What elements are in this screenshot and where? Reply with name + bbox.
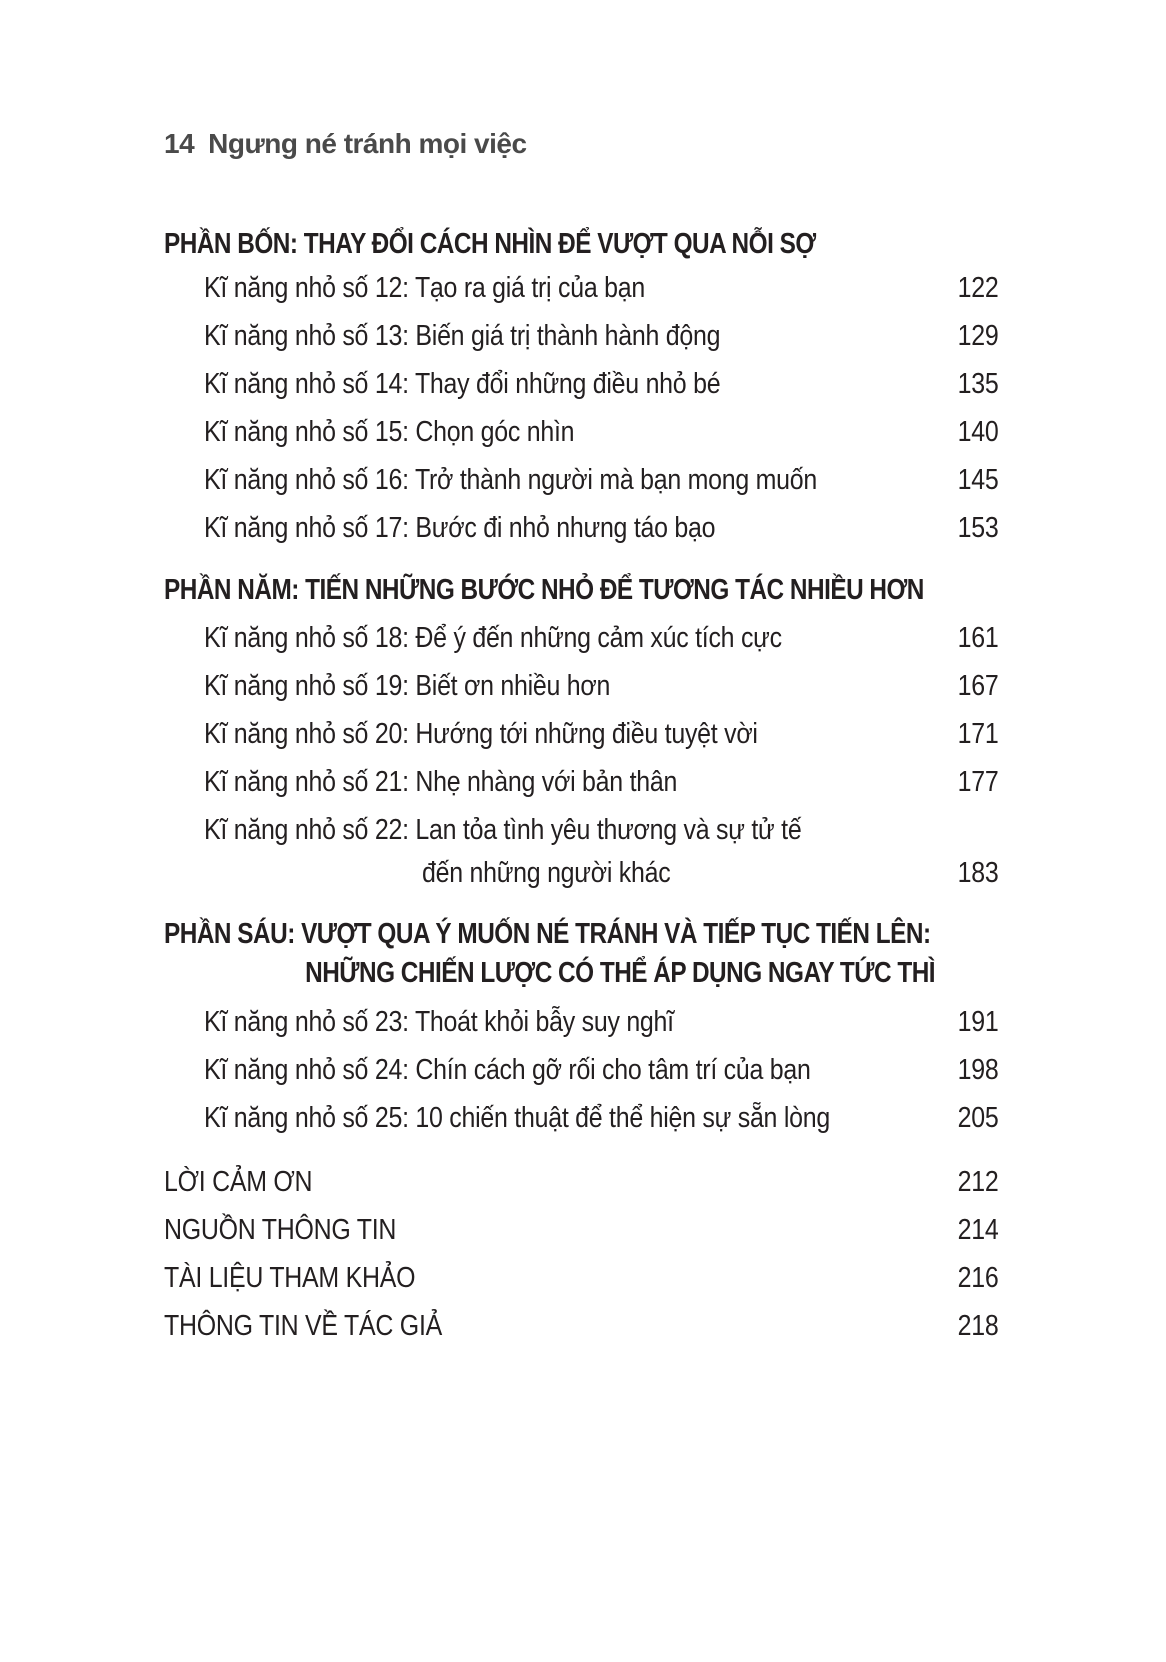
back-matter-page: 214 xyxy=(957,1214,998,1246)
toc-entry-page: 145 xyxy=(957,464,998,496)
toc-entry-page: 129 xyxy=(957,320,998,352)
toc-entry-page: 161 xyxy=(957,622,998,654)
toc-entry[interactable] xyxy=(204,320,998,353)
toc-entry[interactable] xyxy=(204,464,998,497)
back-matter-entry[interactable] xyxy=(164,1310,998,1343)
back-matter-page: 212 xyxy=(957,1166,998,1198)
toc-entry-label: Kĩ năng nhỏ số 18: Để ý đến những cảm xúc tích cực xyxy=(204,622,782,654)
toc-entry-continuation: đến những người khác xyxy=(422,857,671,889)
toc-entry-page: 177 xyxy=(957,766,998,798)
back-matter-page: 216 xyxy=(957,1262,998,1294)
part-title-line2: NHỮNG CHIẾN LƯỢC CÓ THỂ ÁP DỤNG NGAY TỨC THÌ xyxy=(305,957,936,989)
toc-entry-page: 122 xyxy=(957,272,998,304)
part-title xyxy=(164,918,935,990)
back-matter-label: TÀI LIỆU THAM KHẢO xyxy=(164,1262,416,1294)
toc-entry[interactable] xyxy=(204,512,998,545)
toc-entry-label: Kĩ năng nhỏ số 25: 10 chiến thuật để thể hiện sự sẵn lòng xyxy=(204,1102,830,1134)
header-page-number: 14 xyxy=(164,128,195,159)
back-matter-label: THÔNG TIN VỀ TÁC GIẢ xyxy=(164,1310,443,1342)
toc-entry[interactable] xyxy=(204,416,998,449)
toc-entry-page: 135 xyxy=(957,368,998,400)
toc-entry[interactable] xyxy=(204,1102,998,1135)
part-title: PHẦN NĂM: TIẾN NHỮNG BƯỚC NHỎ ĐỂ TƯƠNG TÁC NHIỀU HƠN xyxy=(164,574,924,606)
toc-entry-page: 205 xyxy=(957,1102,998,1134)
back-matter-entry[interactable] xyxy=(164,1262,998,1295)
toc-entry-page: 140 xyxy=(957,416,998,448)
toc-entry-label: Kĩ năng nhỏ số 12: Tạo ra giá trị của bạn xyxy=(204,272,645,304)
toc-entry-label: Kĩ năng nhỏ số 21: Nhẹ nhàng với bản thân xyxy=(204,766,678,798)
toc-entry[interactable] xyxy=(204,718,998,751)
running-head xyxy=(164,128,527,160)
toc-entry-page: 183 xyxy=(957,857,998,889)
toc-entry-label: Kĩ năng nhỏ số 13: Biến giá trị thành hành động xyxy=(204,320,721,352)
header-book-title: Ngưng né tránh mọi việc xyxy=(208,128,527,159)
toc-entry-label: Kĩ năng nhỏ số 19: Biết ơn nhiều hơn xyxy=(204,670,611,702)
toc-entry[interactable] xyxy=(204,272,998,305)
toc-entry-label: Kĩ năng nhỏ số 17: Bước đi nhỏ nhưng táo bạo xyxy=(204,512,716,544)
part-title: PHẦN BỐN: THAY ĐỔI CÁCH NHÌN ĐỂ VƯỢT QUA NỖI SỢ xyxy=(164,228,816,260)
toc-entry-label: Kĩ năng nhỏ số 15: Chọn góc nhìn xyxy=(204,416,575,448)
back-matter-entry[interactable] xyxy=(164,1214,998,1247)
toc-entry[interactable] xyxy=(204,368,998,401)
back-matter-label: LỜI CẢM ƠN xyxy=(164,1166,313,1198)
toc-entry-label: Kĩ năng nhỏ số 23: Thoát khỏi bẫy suy nghĩ xyxy=(204,1006,674,1038)
toc-entry-page: 191 xyxy=(957,1006,998,1038)
back-matter-label: NGUỒN THÔNG TIN xyxy=(164,1214,397,1246)
toc-entry-label: Kĩ năng nhỏ số 22: Lan tỏa tình yêu thương và sự tử tế xyxy=(204,814,802,846)
toc-entry[interactable] xyxy=(204,766,998,799)
toc-entry[interactable] xyxy=(204,670,998,703)
toc-entry-label: Kĩ năng nhỏ số 20: Hướng tới những điều tuyệt vời xyxy=(204,718,758,750)
part-title-line1: PHẦN SÁU: VƯỢT QUA Ý MUỐN NÉ TRÁNH VÀ TIẾP TỤC TIẾN LÊN: xyxy=(164,918,931,950)
toc-entry[interactable] xyxy=(204,814,998,890)
toc-entry-label: Kĩ năng nhỏ số 16: Trở thành người mà bạn mong muốn xyxy=(204,464,818,496)
toc-entry-page: 171 xyxy=(957,718,998,750)
toc-entry-page: 198 xyxy=(957,1054,998,1086)
back-matter-page: 218 xyxy=(957,1310,998,1342)
toc-entry-page: 153 xyxy=(957,512,998,544)
back-matter-entry[interactable] xyxy=(164,1166,998,1199)
toc-entry[interactable] xyxy=(204,1054,998,1087)
toc-entry-label: Kĩ năng nhỏ số 24: Chín cách gỡ rối cho tâm trí của bạn xyxy=(204,1054,811,1086)
toc-entry[interactable] xyxy=(204,622,998,655)
toc-entry-page: 167 xyxy=(957,670,998,702)
toc-entry[interactable] xyxy=(204,1006,998,1039)
toc-entry-label: Kĩ năng nhỏ số 14: Thay đổi những điều nhỏ bé xyxy=(204,368,721,400)
